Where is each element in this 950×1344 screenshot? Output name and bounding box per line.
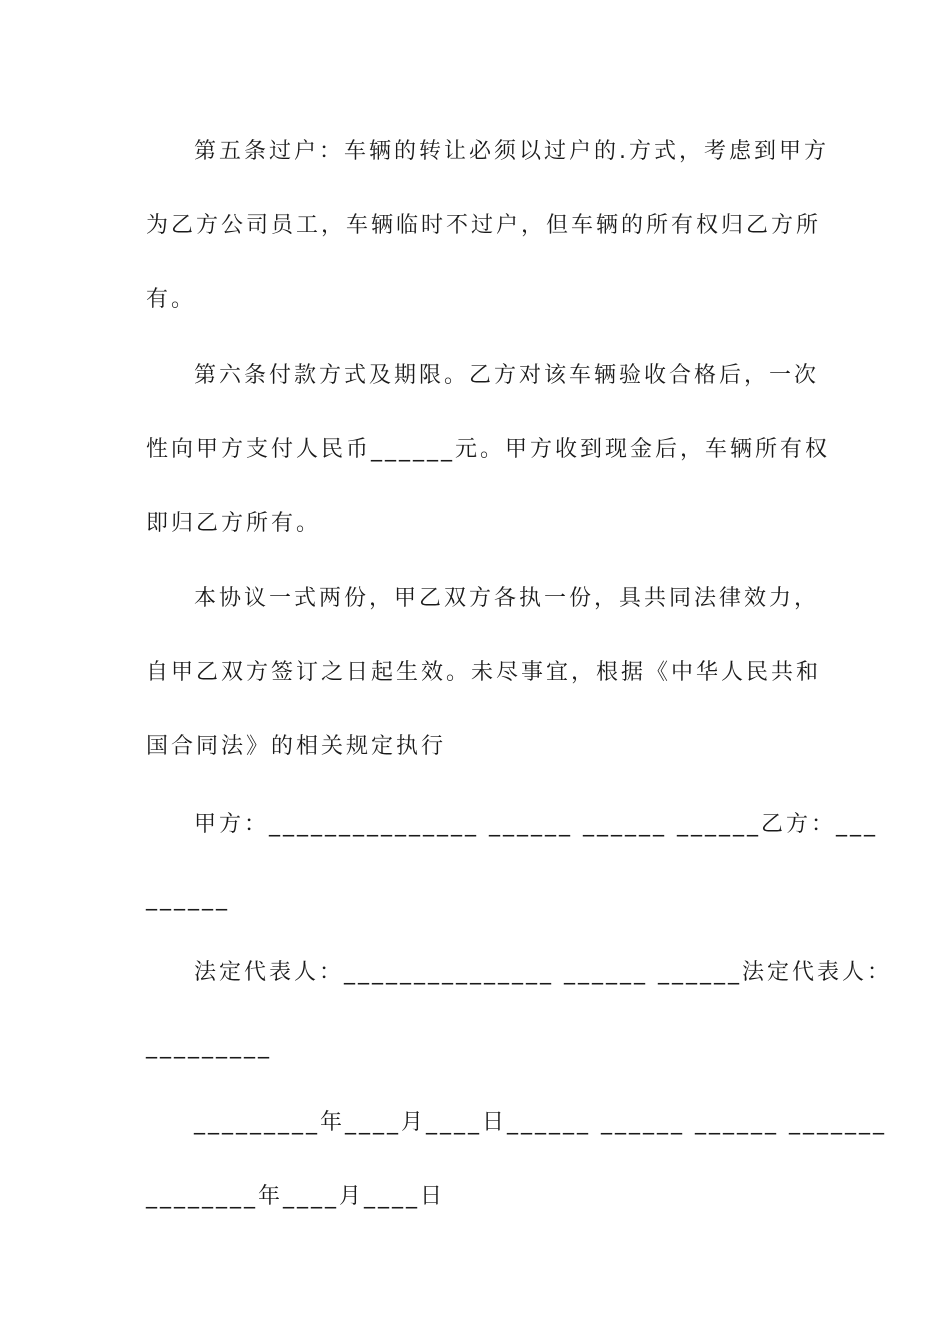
date-line-a: _________年____月____日______ ______ ______ _______ — [194, 1110, 887, 1135]
legal-rep-line: 法定代表人：_______________ ______ ______法定代表人： — [194, 960, 892, 985]
text-line-9: 国合同法》的相关规定执行 — [146, 734, 447, 759]
party-a-line: 甲方：_______________ ______ ______ ______乙方：___ — [194, 812, 878, 837]
date-line-b: ________年____月____日 — [146, 1184, 446, 1209]
text-line-6: 即归乙方所有。 — [146, 511, 322, 536]
text-line-2: 为乙方公司员工，车辆临时不过户，但车辆的所有权归乙方所 — [146, 213, 822, 238]
legal-rep-blank: _________ — [146, 1034, 272, 1059]
party-b-blank: ______ — [146, 886, 230, 911]
text-line-4: 第六条付款方式及期限。乙方对该车辆验收合格后，一次 — [194, 363, 820, 388]
text-line-3: 有。 — [146, 287, 197, 312]
text-line-7: 本协议一式两份，甲乙双方各执一份，具共同法律效力， — [194, 586, 820, 611]
text-line-8: 自甲乙双方签订之日起生效。未尽事宜，根据《中华人民共和 — [146, 660, 822, 685]
text-line-5: 性向甲方支付人民币______元。甲方收到现金后，车辆所有权 — [146, 437, 831, 462]
text-line-1: 第五条过户：车辆的转让必须以过户的.方式，考虑到甲方 — [194, 139, 829, 164]
